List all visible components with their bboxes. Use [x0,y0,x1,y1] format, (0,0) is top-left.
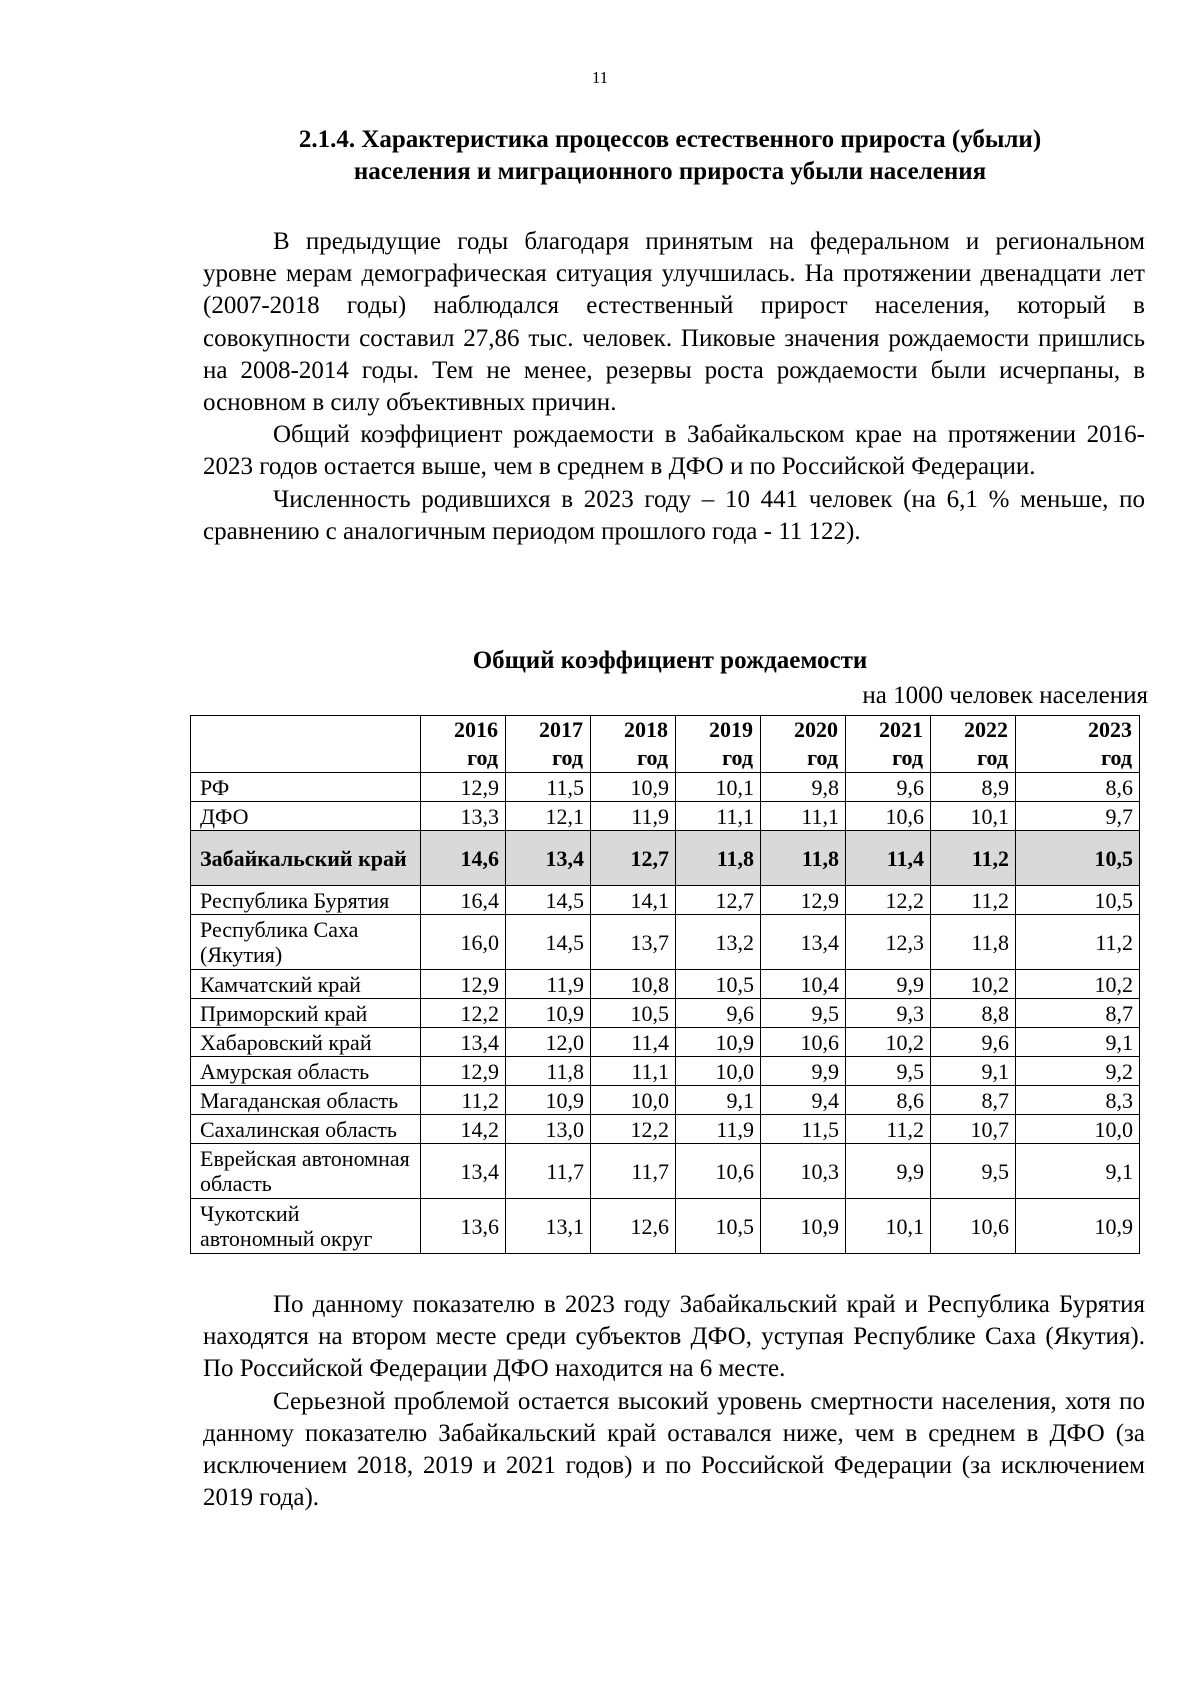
value-cell: 11,7 [506,1144,591,1199]
header-year-cell [846,716,931,773]
value-cell: 11,4 [846,831,931,886]
value-cell: 12,7 [676,886,761,915]
birth-rate-table [190,715,1140,1254]
value-cell: 13,1 [506,1199,591,1254]
value-cell: 10,2 [1016,970,1140,999]
value-cell: 9,6 [676,999,761,1028]
region-name-cell: Хабаровский край [191,1028,421,1057]
value-cell: 9,1 [1016,1144,1140,1199]
value-cell: 13,0 [506,1115,591,1144]
value-cell: 10,6 [761,1028,846,1057]
header-year: 2018 [624,717,668,742]
value-cell: 9,1 [1016,1028,1140,1057]
value-cell: 9,9 [761,1057,846,1086]
header-year-cell [506,716,591,773]
table-header-row [191,716,1140,773]
header-year: 2022 [964,717,1008,742]
value-cell: 12,9 [421,1057,506,1086]
value-cell: 8,8 [931,999,1016,1028]
header-year-suffix: год [467,745,498,770]
header-year-cell [761,716,846,773]
value-cell: 10,1 [931,802,1016,831]
value-cell: 11,2 [931,831,1016,886]
value-cell: 9,5 [846,1057,931,1086]
value-cell: 10,0 [676,1057,761,1086]
value-cell: 13,6 [421,1199,506,1254]
region-name-cell: Республика Бурятия [191,886,421,915]
value-cell: 11,8 [676,831,761,886]
outro-text [203,1289,1145,1514]
value-cell: 11,9 [676,1115,761,1144]
value-cell: 11,2 [931,886,1016,915]
table-row [191,1144,1140,1199]
value-cell: 12,9 [421,773,506,802]
value-cell: 11,2 [421,1086,506,1115]
value-cell: 10,6 [676,1144,761,1199]
value-cell: 10,5 [676,1199,761,1254]
value-cell: 10,0 [1016,1115,1140,1144]
table-row [191,1057,1140,1086]
value-cell: 11,2 [846,1115,931,1144]
header-year-suffix: год [637,745,668,770]
table-row [191,802,1140,831]
table-title: Общий коэффициент рождаемости [472,647,868,674]
value-cell: 10,2 [931,970,1016,999]
value-cell: 9,5 [761,999,846,1028]
value-cell: 10,4 [761,970,846,999]
value-cell: 9,5 [931,1144,1016,1199]
value-cell: 11,9 [591,802,676,831]
value-cell: 10,5 [591,999,676,1028]
paragraph: Численность родившихся в 2023 году – 10 441 человек (на 6,1 % меньше, по сравнению с аналогичным периодом прошлого года - 11 122). [203,485,1145,545]
value-cell: 9,7 [1016,802,1140,831]
value-cell: 13,3 [421,802,506,831]
table-row [191,886,1140,915]
value-cell: 13,7 [591,915,676,970]
section-heading-line-1: 2.1.4. Характеристика процессов естественного прироста (убыли) [298,126,1042,153]
region-name-cell: ДФО [191,802,421,831]
header-year: 2019 [709,717,753,742]
header-year: 2020 [794,717,838,742]
table-row [191,1086,1140,1115]
value-cell: 10,5 [1016,831,1140,886]
table-row [191,970,1140,999]
region-name-cell: Еврейская автономная область [191,1144,421,1199]
table-row [191,1199,1140,1254]
value-cell: 12,2 [421,999,506,1028]
value-cell: 16,0 [421,915,506,970]
value-cell: 10,9 [1016,1199,1140,1254]
value-cell: 8,9 [931,773,1016,802]
header-year-suffix: год [892,745,923,770]
value-cell: 11,5 [761,1115,846,1144]
value-cell: 9,9 [846,970,931,999]
header-year-cell [1016,716,1140,773]
value-cell: 10,9 [506,1086,591,1115]
value-cell: 11,1 [591,1057,676,1086]
value-cell: 14,5 [506,886,591,915]
value-cell: 16,4 [421,886,506,915]
value-cell: 12,9 [761,886,846,915]
value-cell: 8,3 [1016,1086,1140,1115]
value-cell: 14,5 [506,915,591,970]
table-row [191,1028,1140,1057]
header-year-suffix: год [807,745,838,770]
value-cell: 9,6 [846,773,931,802]
header-year: 2023 [1088,717,1132,742]
header-year-cell [591,716,676,773]
header-year-cell [676,716,761,773]
value-cell: 10,3 [761,1144,846,1199]
value-cell: 12,2 [846,886,931,915]
value-cell: 9,8 [761,773,846,802]
value-cell: 11,9 [506,970,591,999]
value-cell: 11,8 [761,831,846,886]
value-cell: 10,2 [846,1028,931,1057]
region-name-cell: Магаданская область [191,1086,421,1115]
header-year-cell [421,716,506,773]
value-cell: 11,1 [676,802,761,831]
value-cell: 9,1 [676,1086,761,1115]
value-cell: 11,8 [506,1057,591,1086]
page-number: 11 [591,68,609,87]
section-heading-line-2: населения и миграционного прироста убыли населения [353,158,987,185]
value-cell: 12,7 [591,831,676,886]
value-cell: 8,7 [1016,999,1140,1028]
value-cell: 9,2 [1016,1057,1140,1086]
value-cell: 10,9 [761,1199,846,1254]
value-cell: 10,7 [931,1115,1016,1144]
value-cell: 14,6 [421,831,506,886]
paragraph: По данному показателю в 2023 году Забайкальский край и Республика Бурятия находятся на втором месте среди субъектов ДФО, уступая Республике Саха (Якутия). По Российской Федерации ДФО находится на 6 месте. [203,1291,1145,1383]
value-cell: 9,3 [846,999,931,1028]
value-cell: 12,0 [506,1028,591,1057]
intro-text [203,226,1145,548]
value-cell: 12,3 [846,915,931,970]
table-row [191,915,1140,970]
value-cell: 10,1 [676,773,761,802]
value-cell: 10,6 [931,1199,1016,1254]
section-heading [200,124,1140,188]
value-cell: 13,4 [421,1028,506,1057]
value-cell: 13,4 [506,831,591,886]
value-cell: 11,4 [591,1028,676,1057]
value-cell: 10,9 [676,1028,761,1057]
value-cell: 9,4 [761,1086,846,1115]
header-year: 2017 [539,717,583,742]
value-cell: 13,2 [676,915,761,970]
value-cell: 12,2 [591,1115,676,1144]
region-name-cell: Сахалинская область [191,1115,421,1144]
table-row [191,773,1140,802]
value-cell: 10,5 [676,970,761,999]
header-year-suffix: год [552,745,583,770]
value-cell: 10,8 [591,970,676,999]
header-empty-cell [191,716,421,773]
value-cell: 12,9 [421,970,506,999]
value-cell: 13,4 [761,915,846,970]
region-name-cell: Амурская область [191,1057,421,1086]
paragraph: Серьезной проблемой остается высокий уровень смертности населения, хотя по данному показателю Забайкальский край оставался ниже, чем в среднем в ДФО (за исключением 2018, 2019 и 2021 годов) и по Российской Федерации (за исключением 2019 года). [203,1387,1145,1512]
value-cell: 10,9 [591,773,676,802]
value-cell: 8,6 [1016,773,1140,802]
value-cell: 14,1 [591,886,676,915]
value-cell: 11,2 [1016,915,1140,970]
value-cell: 9,9 [846,1144,931,1199]
value-cell: 11,1 [761,802,846,831]
region-name-cell: Республика Саха (Якутия) [191,915,421,970]
paragraph: В предыдущие годы благодаря принятым на федеральном и региональном уровне мерам демографическая ситуация улучшилась. На протяжении двенадцати лет (2007-2018 годы) наблюдался естественный прирост населения, который в совокупности составил 27,86 тыс. человек. Пиковые значения рождаемости пришлись на 2008-2014 годы. Тем не менее, резервы роста рождаемости были исчерпаны, в основном в силу объективных причин. [203,228,1145,417]
value-cell: 14,2 [421,1115,506,1144]
header-year: 2021 [879,717,923,742]
value-cell: 11,8 [931,915,1016,970]
header-year-suffix: год [722,745,753,770]
table-row [191,1115,1140,1144]
header-year-suffix: год [977,745,1008,770]
header-year-suffix: год [1101,745,1132,770]
header-year: 2016 [454,717,498,742]
region-name-cell: Чукотский автономный округ [191,1199,421,1254]
value-cell: 10,6 [846,802,931,831]
table-row [191,831,1140,886]
region-name-cell: Камчатский край [191,970,421,999]
region-name-cell: Забайкальский край [191,831,421,886]
region-name-cell: Приморский край [191,999,421,1028]
region-name-cell: РФ [191,773,421,802]
value-cell: 10,5 [1016,886,1140,915]
paragraph: Общий коэффициент рождаемости в Забайкальском крае на протяжении 2016-2023 годов остается выше, чем в среднем в ДФО и по Российской Федерации. [203,421,1145,481]
value-cell: 10,9 [506,999,591,1028]
value-cell: 11,5 [506,773,591,802]
value-cell: 10,1 [846,1199,931,1254]
value-cell: 12,6 [591,1199,676,1254]
table-unit: на 1000 человек населения [862,682,1148,709]
value-cell: 9,6 [931,1028,1016,1057]
table-row [191,999,1140,1028]
value-cell: 9,1 [931,1057,1016,1086]
value-cell: 8,6 [846,1086,931,1115]
value-cell: 8,7 [931,1086,1016,1115]
value-cell: 11,7 [591,1144,676,1199]
value-cell: 13,4 [421,1144,506,1199]
value-cell: 10,0 [591,1086,676,1115]
value-cell: 12,1 [506,802,591,831]
header-year-cell [931,716,1016,773]
